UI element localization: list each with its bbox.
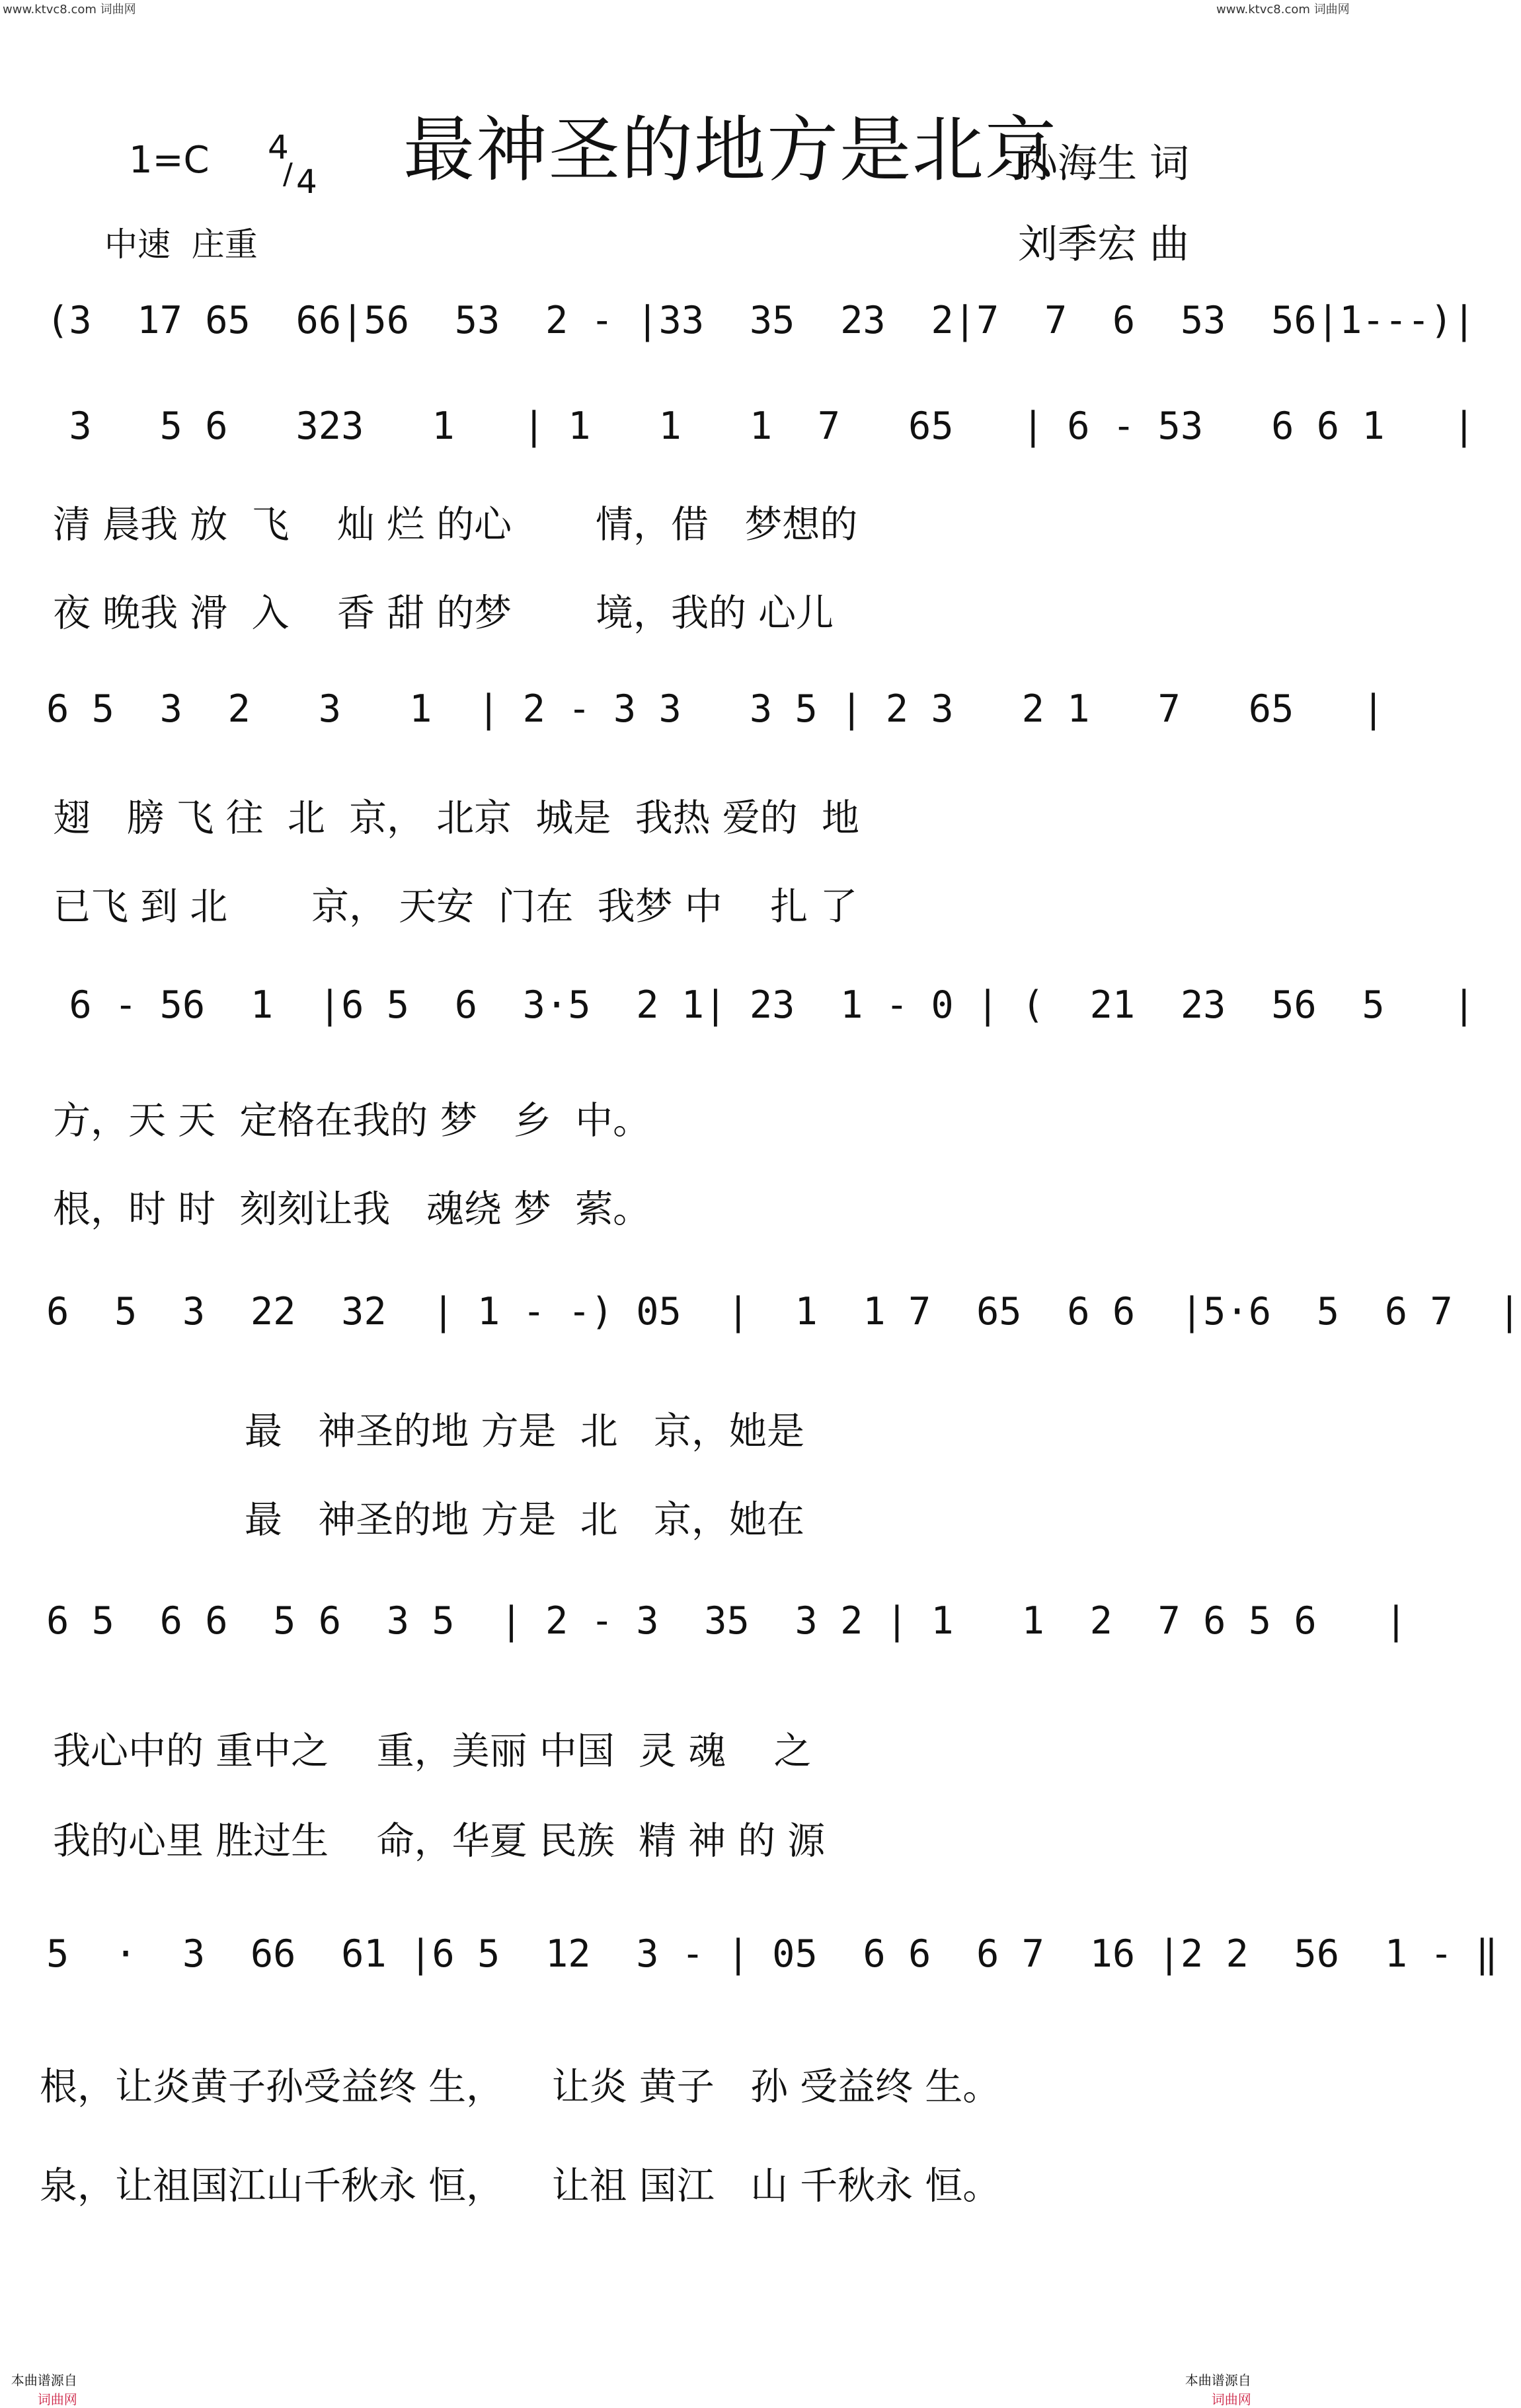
time-signature-top: 4 xyxy=(268,128,289,167)
header-site-right: www.ktvc8.com 词曲网 xyxy=(1216,3,1350,17)
notation-line: 5 · 3 66 61 |6 5 12 3 - | 05 6 6 6 7 16 |2 2 56 1 - ‖ xyxy=(46,1932,1499,1976)
notation-line: 6 5 3 2 3 1 | 2 - 3 3 3 5 | 2 3 2 1 7 65 | xyxy=(46,687,1385,731)
notation-line: 3 5 6 323 1 | 1 1 1 7 65 | 6 - 53 6 6 1 | xyxy=(46,404,1475,448)
time-signature-bottom: 4 xyxy=(296,163,317,201)
footer-site-link[interactable]: 词曲网 xyxy=(37,2391,77,2407)
lyric-line: 我的心里 胜过生 命，华夏 民族 精 神 的 源 xyxy=(53,1819,826,1863)
footer-source-right xyxy=(1177,2354,1251,2408)
notation-line: 6 5 6 6 5 6 3 5 | 2 - 3 35 3 2 | 1 1 2 7 6 5 6 | xyxy=(46,1599,1408,1643)
tempo-marking: 中速 庄重 xyxy=(104,225,258,264)
lyric-line: 已飞 到 北 京， 天安 门在 我梦 中 扎 了 xyxy=(53,885,858,928)
lyricist-credit: 孙海生 词 xyxy=(1018,141,1190,187)
notation-line: 6 5 3 22 32 | 1 - -) 05 | 1 1 7 65 6 6 |5·6 5 6 7 | xyxy=(46,1290,1521,1334)
lyric-line: 根，让炎黄子孙受益终 生， 让炎 黄子 孙 受益终 生。 xyxy=(40,2065,1001,2109)
time-signature-slash: / xyxy=(283,157,293,191)
notation-line: 6 - 56 1 |6 5 6 3·5 2 1| 23 1 - 0 | ( 21 23 56 5 | xyxy=(46,983,1475,1027)
key-signature: 1=C xyxy=(129,139,210,182)
footer-source-left xyxy=(3,2354,77,2408)
footer-label: 本曲谱源自 xyxy=(11,2372,77,2388)
header-site-left: www.ktvc8.com 词曲网 xyxy=(3,3,136,17)
lyric-line: 我心中的 重中之 重，美丽 中国 灵 魂 之 xyxy=(53,1729,812,1773)
lyric-line: 翅 膀 飞 往 北 京， 北京 城是 我热 爱的 地 xyxy=(53,796,860,840)
lyric-line: 最 神圣的地 方是 北 京，她是 xyxy=(53,1410,804,1453)
lyric-line: 根，时 时 刻刻让我 魂绕 梦 萦。 xyxy=(53,1187,651,1231)
footer-label: 本曲谱源自 xyxy=(1185,2372,1251,2388)
lyric-line: 方，天 天 定格在我的 梦 乡 中。 xyxy=(53,1099,651,1143)
notation-line: (3 17 65 66|56 53 2 - |33 35 23 2|7 7 6 53 56|1---)| xyxy=(46,299,1475,342)
song-title: 最神圣的地方是北京 xyxy=(403,109,1058,192)
lyric-line: 清 晨我 放 飞 灿 烂 的心 情，借 梦想的 xyxy=(53,503,858,546)
lyric-line: 最 神圣的地 方是 北 京，她在 xyxy=(53,1498,804,1542)
footer-site-link[interactable]: 词曲网 xyxy=(1211,2391,1251,2407)
lyric-line: 泉，让祖国江山千秋永 恒， 让祖 国江 山 千秋永 恒。 xyxy=(40,2164,1001,2208)
composer-credit: 刘季宏 曲 xyxy=(1018,221,1190,268)
lyric-line: 夜 晚我 滑 入 香 甜 的梦 境，我的 心儿 xyxy=(53,591,834,635)
